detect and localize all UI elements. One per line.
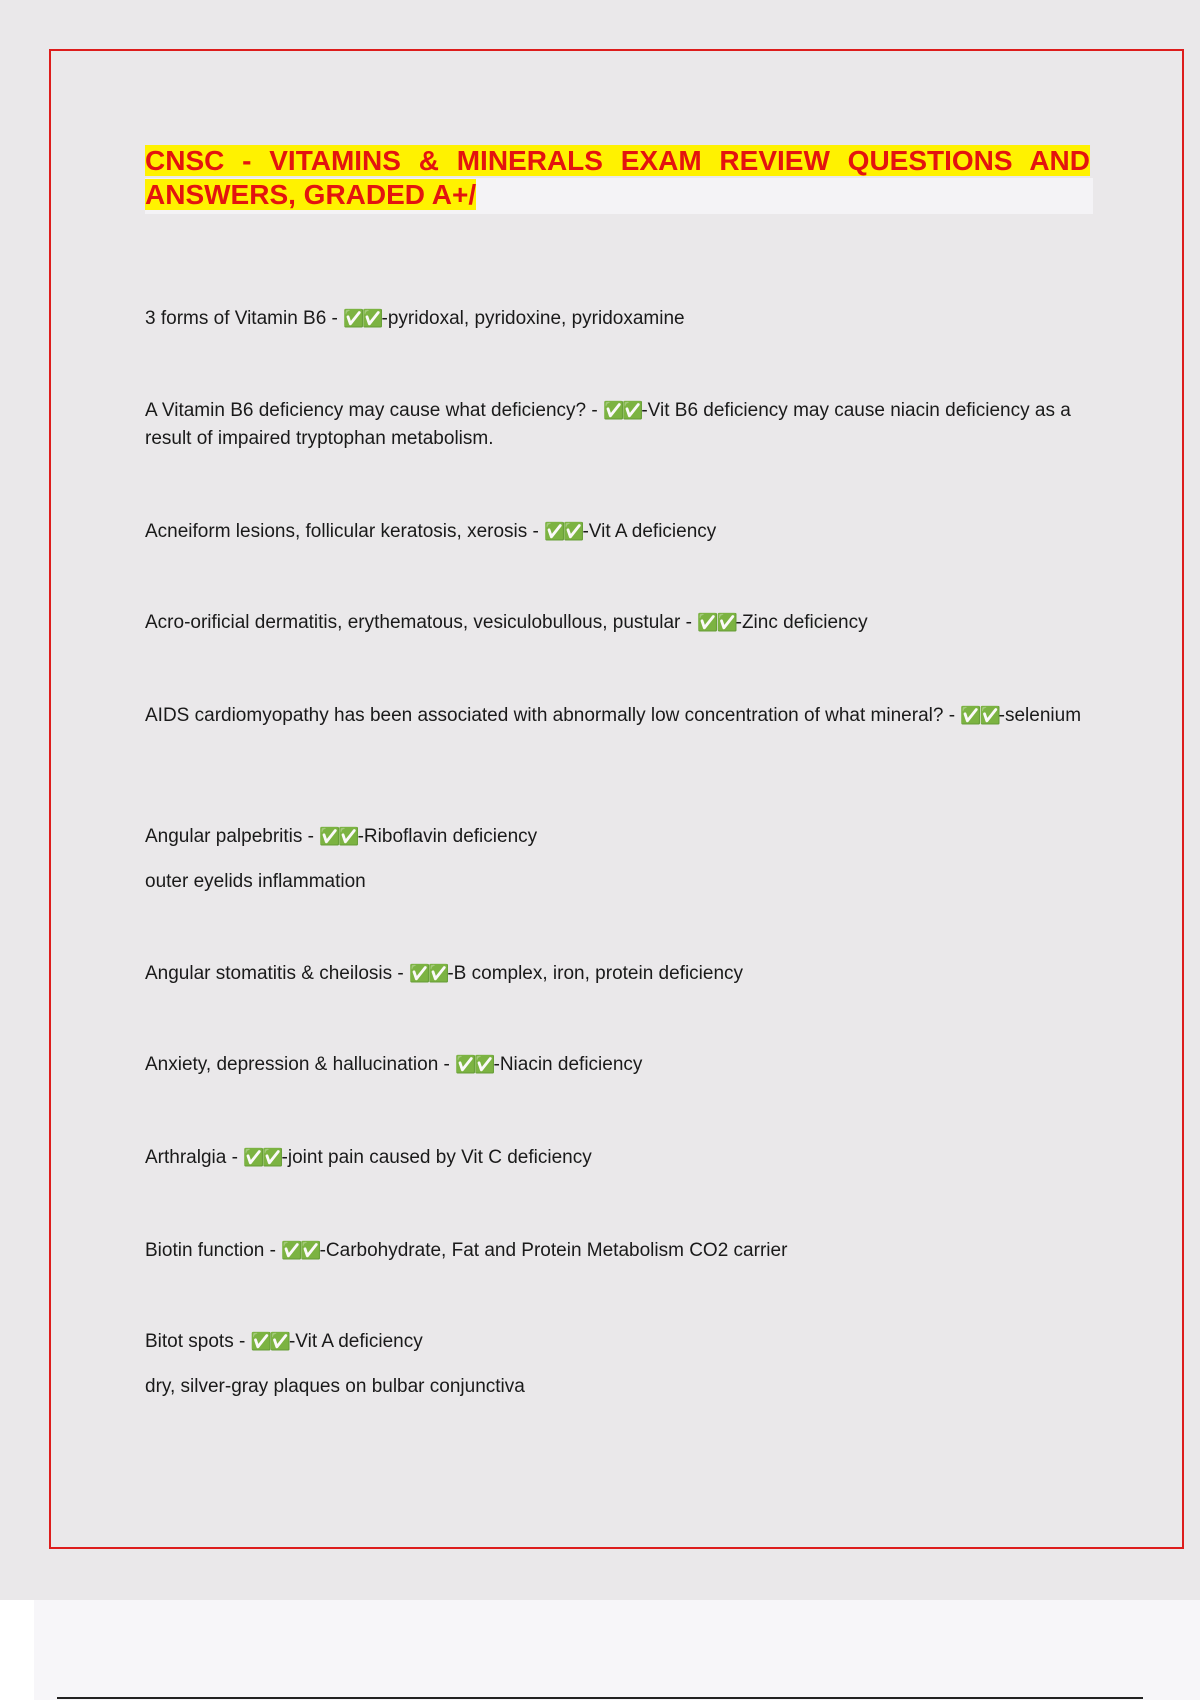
answer-text: -B complex, iron, protein deficiency: [447, 963, 744, 984]
answer-text: -Carbohydrate, Fat and Protein Metabolism CO2 carrier: [319, 1240, 788, 1261]
question-text: Angular palpebritis -: [145, 826, 320, 847]
double-check-icon: ✅✅: [319, 827, 358, 847]
question-text: Arthralgia -: [145, 1147, 244, 1168]
answer-text: -Riboflavin deficiency: [357, 826, 538, 847]
next-page-rule: [57, 1697, 1143, 1699]
question-text: Angular stomatitis & cheilosis -: [145, 963, 409, 984]
document-title-text: CNSC - VITAMINS & MINERALS EXAM REVIEW QUESTIONS AND ANSWERS, GRADED A+/: [145, 145, 1090, 210]
qa-note: dry, silver-gray plaques on bulbar conjunctiva: [145, 1376, 525, 1397]
double-check-icon: ✅✅: [343, 309, 382, 329]
qa-item: [145, 305, 1090, 333]
qa-item: [145, 397, 1090, 453]
qa-item: [145, 1328, 1090, 1356]
double-check-icon: ✅✅: [603, 401, 642, 421]
question-text: A Vitamin B6 deficiency may cause what deficiency? -: [145, 400, 603, 421]
answer-text: -pyridoxal, pyridoxine, pyridoxamine: [381, 308, 685, 329]
question-text: Bitot spots -: [145, 1331, 251, 1352]
document-title: [145, 144, 1090, 212]
double-check-icon: ✅✅: [544, 522, 583, 542]
double-check-icon: ✅✅: [250, 1332, 289, 1352]
question-text: 3 forms of Vitamin B6 -: [145, 308, 344, 329]
qa-item: [145, 823, 1090, 851]
answer-text: -Niacin deficiency: [493, 1054, 643, 1075]
next-page-area: [34, 1600, 1200, 1700]
qa-item: [145, 960, 1090, 988]
answer-text: -Zinc deficiency: [735, 612, 868, 633]
question-text: Anxiety, depression & hallucination -: [145, 1054, 456, 1075]
double-check-icon: ✅✅: [409, 964, 448, 984]
double-check-icon: ✅✅: [697, 613, 736, 633]
qa-item: [145, 1237, 1090, 1265]
qa-item: [145, 609, 1090, 637]
question-text: Biotin function -: [145, 1240, 282, 1261]
double-check-icon: ✅✅: [455, 1055, 494, 1075]
qa-note: outer eyelids inflammation: [145, 871, 366, 892]
answer-text: -Vit A deficiency: [288, 1331, 423, 1352]
qa-item: [145, 1144, 1090, 1172]
answer-text: -Vit B6 deficiency may cause niacin deficiency as a result of impaired tryptophan metabolism.: [145, 400, 1071, 449]
question-text: AIDS cardiomyopathy has been associated with abnormally low concentration of what mineral? -: [145, 705, 961, 726]
double-check-icon: ✅✅: [281, 1241, 320, 1261]
question-text: Acneiform lesions, follicular keratosis, xerosis -: [145, 521, 545, 542]
answer-text: -selenium: [998, 705, 1082, 726]
double-check-icon: ✅✅: [960, 706, 999, 726]
qa-item: [145, 518, 1090, 546]
double-check-icon: ✅✅: [243, 1148, 282, 1168]
page-border-frame: [49, 49, 1184, 1549]
qa-item: [145, 1051, 1090, 1079]
qa-item: [145, 702, 1090, 730]
answer-text: -Vit A deficiency: [582, 521, 717, 542]
question-text: Acro-orificial dermatitis, erythematous, vesiculobullous, pustular -: [145, 612, 698, 633]
answer-text: -joint pain caused by Vit C deficiency: [281, 1147, 592, 1168]
